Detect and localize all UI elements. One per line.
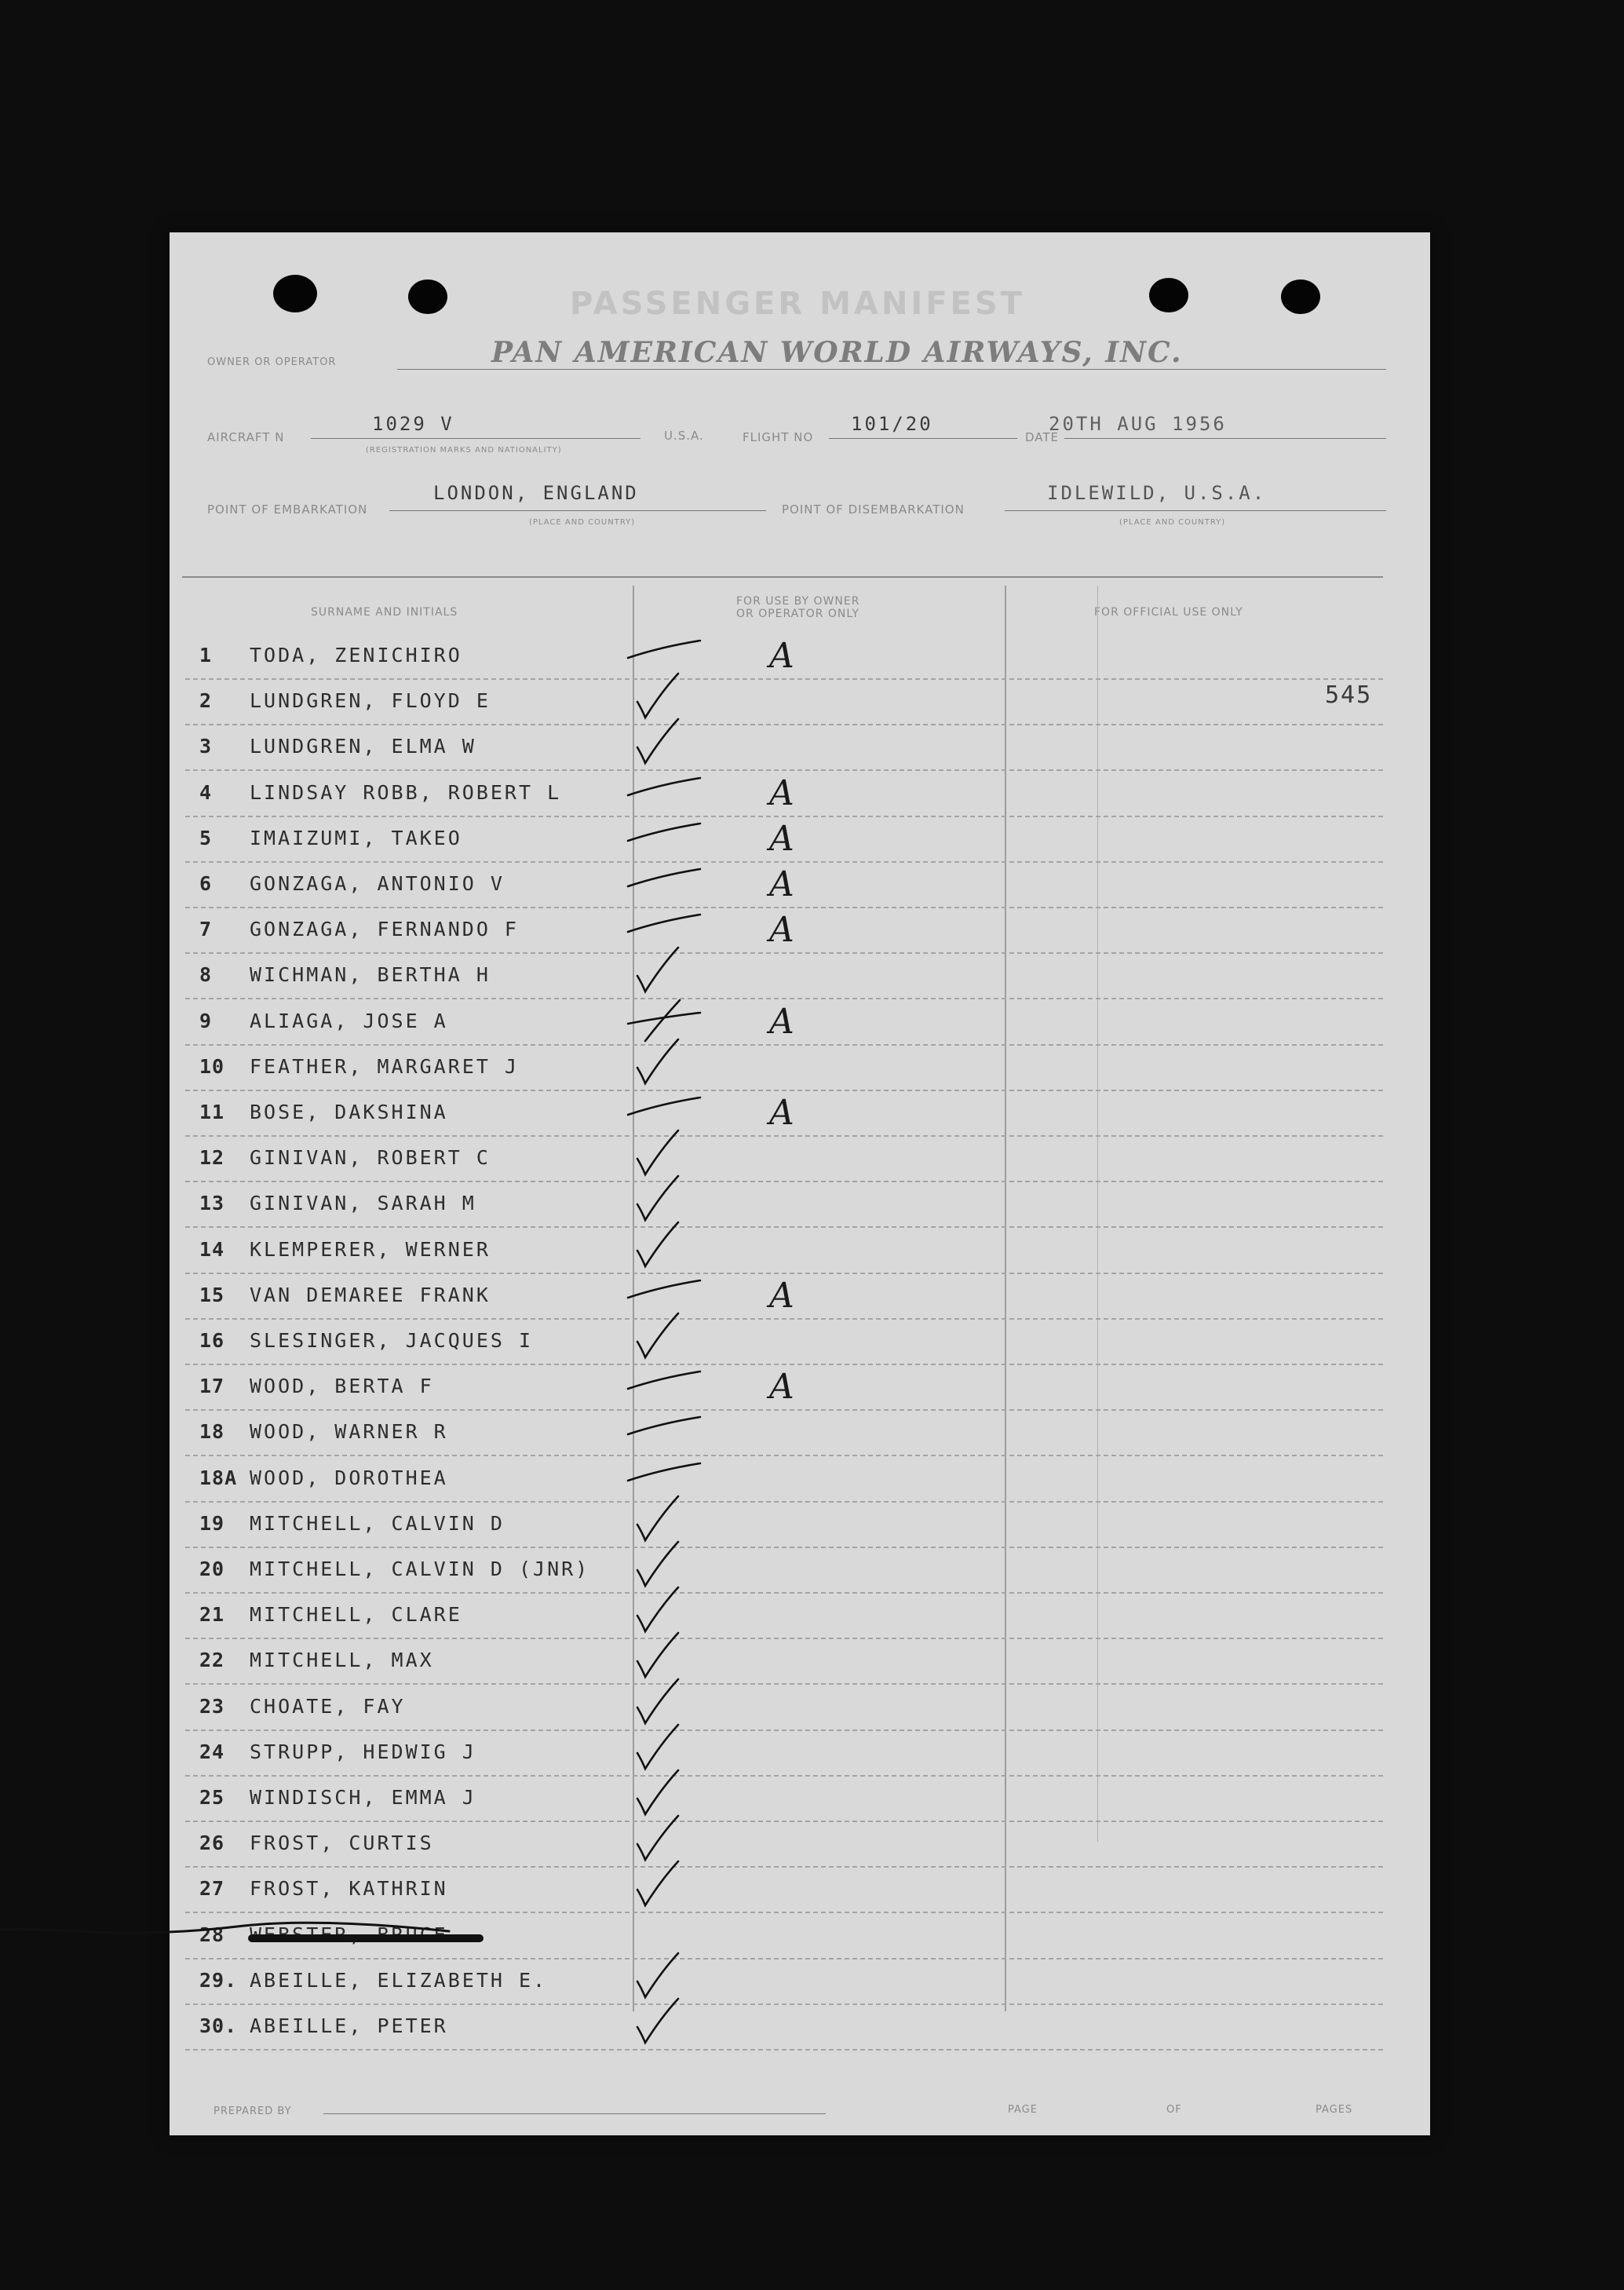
manifest-page — [170, 232, 1430, 2135]
passenger-row — [182, 772, 1383, 817]
passenger-name: TODA, ZENICHIRO — [250, 644, 462, 667]
passenger-number: 8 — [199, 963, 213, 987]
owner-label: OWNER OR OPERATOR — [207, 356, 337, 368]
embark-value: LONDON, ENGLAND — [433, 482, 639, 504]
status-code: A — [769, 1001, 794, 1042]
passenger-row — [182, 1503, 1383, 1548]
passenger-row — [182, 1229, 1383, 1274]
passenger-row — [182, 1777, 1383, 1822]
passenger-number: 17 — [199, 1375, 225, 1398]
passenger-number: 26 — [199, 1832, 225, 1855]
passenger-number: 18 — [199, 1420, 225, 1444]
passenger-number: 29. — [199, 1968, 238, 1992]
passenger-number: 19 — [199, 1511, 225, 1535]
passenger-number: 13 — [199, 1192, 225, 1215]
passenger-row — [182, 1046, 1383, 1091]
prepared-by-label: PREPARED BY — [213, 2106, 292, 2117]
status-code: A — [769, 1367, 794, 1408]
passenger-row — [182, 1686, 1383, 1731]
col-official-use: FOR OFFICIAL USE ONLY — [1094, 606, 1243, 619]
passenger-row — [182, 1822, 1383, 1868]
check-mark-icon — [622, 1994, 708, 2057]
date-label: DATE — [1025, 430, 1060, 444]
passenger-row — [182, 1320, 1383, 1365]
pages-label: PAGES — [1316, 2104, 1353, 2116]
passenger-number: 21 — [199, 1603, 225, 1627]
passenger-row — [182, 1274, 1383, 1320]
status-code: A — [769, 910, 794, 951]
passenger-name: GONZAGA, ANTONIO V — [250, 872, 505, 895]
passenger-name: ALIAGA, JOSE A — [250, 1009, 448, 1032]
passenger-number: 24 — [199, 1740, 225, 1763]
disembark-sublabel: (PLACE AND COUNTRY) — [1119, 518, 1226, 527]
col-owner-use-2: OR OPERATOR ONLY — [736, 608, 859, 620]
passenger-name: MITCHELL, MAX — [250, 1649, 434, 1672]
status-code: A — [769, 1093, 794, 1133]
passenger-name: LUNDGREN, FLOYD E — [250, 689, 491, 713]
passenger-number: 18A — [199, 1466, 238, 1489]
status-code: A — [769, 864, 794, 904]
passenger-number: 11 — [199, 1101, 225, 1123]
passenger-number: 14 — [199, 1237, 225, 1261]
disembark-value: IDLEWILD, U.S.A. — [1047, 482, 1267, 504]
passenger-row — [182, 634, 1383, 680]
passenger-row — [182, 680, 1383, 725]
passenger-name: SLESINGER, JACQUES I — [250, 1329, 534, 1352]
passenger-row — [182, 1091, 1383, 1137]
passenger-number: 22 — [199, 1649, 225, 1672]
passenger-name: VAN DEMAREE FRANK — [250, 1283, 491, 1306]
passenger-name: ABEILLE, ELIZABETH E. — [250, 1968, 548, 1992]
passenger-name: WINDISCH, EMMA J — [250, 1786, 476, 1809]
stamp-number: 545 — [1325, 681, 1373, 709]
passenger-number: 1 — [199, 644, 213, 667]
passenger-name: MITCHELL, CALVIN D (JNR) — [250, 1558, 590, 1580]
passenger-number: 9 — [199, 1009, 213, 1032]
passenger-number: 30. — [199, 2014, 238, 2037]
flight-value: 101/20 — [851, 413, 933, 435]
passenger-row — [182, 1959, 1383, 2005]
col-surname: SURNAME AND INITIALS — [311, 606, 458, 619]
passenger-number: 15 — [199, 1283, 225, 1306]
document-title: PASSENGER MANIFEST — [570, 286, 1025, 322]
of-label: OF — [1166, 2104, 1182, 2116]
passenger-row — [182, 1365, 1383, 1411]
passenger-list — [170, 232, 1430, 2135]
passenger-row — [182, 2005, 1383, 2051]
passenger-row — [182, 954, 1383, 999]
passenger-number: 5 — [199, 826, 213, 849]
passenger-row — [182, 1594, 1383, 1639]
passenger-name: IMAIZUMI, TAKEO — [250, 826, 462, 849]
passenger-row — [182, 1731, 1383, 1777]
passenger-row — [182, 1457, 1383, 1503]
passenger-name: CHOATE, FAY — [250, 1694, 406, 1718]
passenger-row — [182, 1137, 1383, 1182]
passenger-name: GONZAGA, FERNANDO F — [250, 918, 519, 941]
passenger-name: GINIVAN, SARAH M — [250, 1192, 476, 1215]
passenger-number: 2 — [199, 689, 213, 713]
passenger-name: ABEILLE, PETER — [250, 2014, 448, 2037]
passenger-row — [182, 1548, 1383, 1594]
passenger-row — [182, 1914, 1383, 1959]
passenger-name: LUNDGREN, ELMA W — [250, 735, 476, 758]
passenger-row — [182, 725, 1383, 771]
passenger-row — [182, 1000, 1383, 1046]
passenger-name: WOOD, DOROTHEA — [250, 1466, 448, 1489]
passenger-name: GINIVAN, ROBERT C — [250, 1146, 491, 1170]
flight-label: FLIGHT NO — [743, 430, 814, 444]
passenger-name: FROST, KATHRIN — [250, 1877, 448, 1901]
date-value: 20TH AUG 1956 — [1049, 413, 1227, 435]
passenger-name: FEATHER, MARGARET J — [250, 1054, 519, 1078]
passenger-row — [182, 1182, 1383, 1228]
passenger-row — [182, 863, 1383, 908]
passenger-number: 3 — [199, 735, 213, 758]
passenger-number: 16 — [199, 1329, 225, 1352]
embark-label: POINT OF EMBARKATION — [207, 502, 368, 517]
status-code: A — [769, 636, 794, 676]
passenger-name: WICHMAN, BERTHA H — [250, 963, 491, 987]
airline-name: PAN AMERICAN WORLD AIRWAYS, INC. — [491, 336, 1183, 369]
row-rule — [185, 2049, 1383, 2051]
disembark-label: POINT OF DISEMBARKATION — [782, 502, 965, 517]
passenger-number: 27 — [199, 1877, 225, 1901]
passenger-name: WOOD, BERTA F — [250, 1375, 434, 1398]
passenger-name: LINDSAY ROBB, ROBERT L — [250, 780, 562, 804]
passenger-name: FROST, CURTIS — [250, 1832, 434, 1855]
aircraft-value: 1029 V — [372, 413, 454, 435]
passenger-name: MITCHELL, CALVIN D — [250, 1511, 505, 1535]
check-mark-icon — [622, 1857, 708, 1919]
passenger-number: 20 — [199, 1558, 225, 1580]
aircraft-sublabel: (REGISTRATION MARKS AND NATIONALITY) — [366, 446, 562, 455]
passenger-number: 6 — [199, 872, 213, 895]
status-code: A — [769, 772, 794, 813]
passenger-row — [182, 1639, 1383, 1685]
passenger-number: 4 — [199, 780, 213, 804]
embark-sublabel: (PLACE AND COUNTRY) — [529, 518, 636, 527]
passenger-name: STRUPP, HEDWIG J — [250, 1740, 476, 1763]
status-code: A — [769, 818, 794, 859]
passenger-number: 23 — [199, 1694, 225, 1718]
status-code: A — [769, 1275, 794, 1316]
passenger-name: KLEMPERER, WERNER — [250, 1237, 491, 1261]
passenger-row — [182, 1411, 1383, 1456]
passenger-row — [182, 817, 1383, 863]
prepared-by-underline — [323, 2113, 826, 2114]
passenger-number: 12 — [199, 1146, 225, 1170]
passenger-number: 28 — [199, 1923, 225, 1946]
passenger-number: 25 — [199, 1786, 225, 1809]
page-label: PAGE — [1008, 2104, 1038, 2116]
passenger-name: MITCHELL, CLARE — [250, 1603, 462, 1627]
passenger-name: BOSE, DAKSHINA — [250, 1101, 448, 1123]
usa-label: U.S.A. — [664, 429, 704, 443]
passenger-row — [182, 908, 1383, 954]
passenger-number: 10 — [199, 1054, 225, 1078]
aircraft-label: AIRCRAFT N — [207, 430, 285, 444]
passenger-number: 7 — [199, 918, 213, 941]
passenger-name: WOOD, WARNER R — [250, 1420, 448, 1444]
col-owner-use-1: FOR USE BY OWNER — [736, 595, 860, 608]
name-strikeout — [248, 1934, 484, 1942]
